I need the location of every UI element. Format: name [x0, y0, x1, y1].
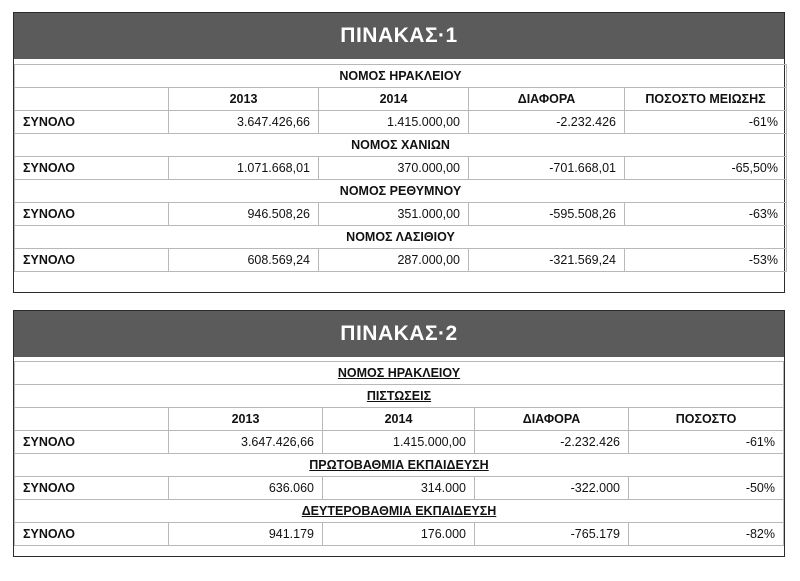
- table-row: [15, 477, 784, 500]
- header-cell-empty: [15, 408, 169, 431]
- cell-2013: 946.508,26: [169, 203, 319, 226]
- table-2: [14, 361, 784, 546]
- table-1: [14, 64, 787, 272]
- cell-difference: -701.668,01: [469, 157, 625, 180]
- section-heading: ΝΟΜΟΣ ΛΑΣΙΘΙΟΥ: [15, 226, 787, 249]
- cell-percent: -50%: [629, 477, 784, 500]
- row-label: ΣΥΝΟΛΟ: [15, 431, 169, 454]
- section-row: [15, 454, 784, 477]
- cell-2014: 370.000,00: [319, 157, 469, 180]
- cell-difference: -595.508,26: [469, 203, 625, 226]
- header-2014: 2014: [323, 408, 475, 431]
- header-reduction-percent: ΠΟΣΟΣΤΟ ΜΕΙΩΣΗΣ: [625, 88, 787, 111]
- cell-percent: -61%: [629, 431, 784, 454]
- table-row: [15, 523, 784, 546]
- section-heading: ΝΟΜΟΣ ΧΑΝΙΩΝ: [15, 134, 787, 157]
- section-heading: ΝΟΜΟΣ ΡΕΘΥΜΝΟΥ: [15, 180, 787, 203]
- cell-difference: -2.232.426: [469, 111, 625, 134]
- table-row: [15, 111, 787, 134]
- table-2-panel: [13, 310, 785, 557]
- table-row: [15, 431, 784, 454]
- cell-2014: 314.000: [323, 477, 475, 500]
- row-label: ΣΥΝΟΛΟ: [15, 477, 169, 500]
- cell-difference: -321.569,24: [469, 249, 625, 272]
- row-label: ΣΥΝΟΛΟ: [15, 249, 169, 272]
- section-heading: ΝΟΜΟΣ ΗΡΑΚΛΕΙΟΥ: [15, 65, 787, 88]
- cell-percent: -61%: [625, 111, 787, 134]
- table-1-title: ΠΙΝΑΚΑΣ·1: [14, 13, 784, 59]
- cell-2013: 3.647.426,66: [169, 111, 319, 134]
- header-2014: 2014: [319, 88, 469, 111]
- cell-percent: -53%: [625, 249, 787, 272]
- section-row: [15, 226, 787, 249]
- region-row: [15, 362, 784, 385]
- section-row: [15, 65, 787, 88]
- cell-2013: 636.060: [169, 477, 323, 500]
- header-cell-empty: [15, 88, 169, 111]
- header-difference: ΔΙΑΦΟΡΑ: [475, 408, 629, 431]
- section-heading: ΔΕΥΤΕΡΟΒΑΘΜΙΑ ΕΚΠΑΙΔΕΥΣΗ: [15, 500, 784, 523]
- row-label: ΣΥΝΟΛΟ: [15, 157, 169, 180]
- header-row: [15, 88, 787, 111]
- table-1-panel: [13, 12, 785, 293]
- table-row: [15, 249, 787, 272]
- cell-2013: 941.179: [169, 523, 323, 546]
- cell-2013: 1.071.668,01: [169, 157, 319, 180]
- cell-2014: 1.415.000,00: [319, 111, 469, 134]
- table-row: [15, 157, 787, 180]
- header-difference: ΔΙΑΦΟΡΑ: [469, 88, 625, 111]
- region-heading: ΝΟΜΟΣ ΗΡΑΚΛΕΙΟΥ: [15, 362, 784, 385]
- cell-2014: 351.000,00: [319, 203, 469, 226]
- cell-2014: 1.415.000,00: [323, 431, 475, 454]
- table-2-title: ΠΙΝΑΚΑΣ·2: [14, 311, 784, 357]
- section-heading: ΠΡΩΤΟΒΑΘΜΙΑ ΕΚΠΑΙΔΕΥΣΗ: [15, 454, 784, 477]
- header-row: [15, 408, 784, 431]
- cell-percent: -65,50%: [625, 157, 787, 180]
- cell-percent: -82%: [629, 523, 784, 546]
- row-label: ΣΥΝΟΛΟ: [15, 203, 169, 226]
- table-row: [15, 203, 787, 226]
- row-label: ΣΥΝΟΛΟ: [15, 111, 169, 134]
- cell-difference: -2.232.426: [475, 431, 629, 454]
- section-row: [15, 134, 787, 157]
- header-2013: 2013: [169, 88, 319, 111]
- cell-2014: 176.000: [323, 523, 475, 546]
- cell-2013: 608.569,24: [169, 249, 319, 272]
- section-row: [15, 385, 784, 408]
- cell-2013: 3.647.426,66: [169, 431, 323, 454]
- section-row: [15, 180, 787, 203]
- section-row: [15, 500, 784, 523]
- row-label: ΣΥΝΟΛΟ: [15, 523, 169, 546]
- section-heading: ΠΙΣΤΩΣΕΙΣ: [15, 385, 784, 408]
- cell-2014: 287.000,00: [319, 249, 469, 272]
- header-2013: 2013: [169, 408, 323, 431]
- cell-difference: -765.179: [475, 523, 629, 546]
- cell-percent: -63%: [625, 203, 787, 226]
- cell-difference: -322.000: [475, 477, 629, 500]
- header-percent: ΠΟΣΟΣΤΟ: [629, 408, 784, 431]
